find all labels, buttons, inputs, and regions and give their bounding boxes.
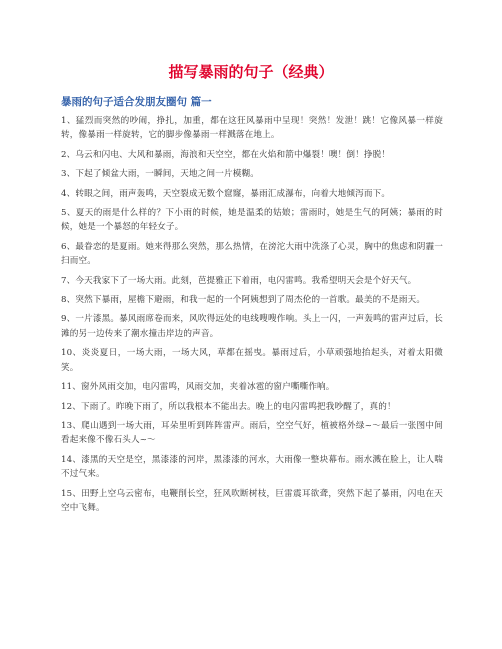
list-item: 14、漆黑的天空是空，黑漆漆的河岸，黑漆漆的河水，大雨像一整块幕布。雨水溅在脸上，让人喘不过气来。	[61, 454, 443, 480]
sentence-list	[61, 114, 443, 520]
list-item: 12、下雨了。昨晚下雨了，所以我根本不能出去。晚上的电闪雷鸣把我吵醒了，真的！	[61, 401, 396, 412]
list-item: 7、今天我家下了一场大雨。此刻，芭提雅正下着雨，电闪雷鸣。我希望明天会是个好天气。	[61, 275, 417, 286]
list-item: 1、猛烈而突然的吵闹，挣扎，加重，都在这狂风暴雨中呈现！突然！发泄！跳！它像风暴一样旋转，像暴雨一样旋转，它的脚步像暴雨一样溅落在地上。	[61, 116, 443, 141]
list-item: 10、炎炎夏日，一场大雨，一场大风，草都在摇曳。暴雨过后，小草顽强地抬起头，对着太阳微笑。	[61, 348, 443, 373]
list-item: 8、突然下暴雨，屋檐下避雨，和我一起的一个阿姨想到了周杰伦的一首歌。最美的不是雨天。	[61, 295, 426, 306]
list-item: 3、下起了倾盆大雨，一瞬间，天地之间一片模糊。	[61, 169, 259, 180]
list-item: 15、田野上空乌云密布，电鞭削长空，狂风吹断树枝，巨雷震耳欲聋，突然下起了暴雨，闪电在天空中飞舞。	[61, 488, 443, 513]
section-heading: 暴雨的句子适合发朋友圈句 篇一	[61, 96, 212, 108]
list-item: 11、窗外风雨交加，电闪雷鸣，风雨交加，夹着冰雹的窗户嘶嘶作响。	[61, 382, 335, 393]
list-item: 2、乌云和闪电、大风和暴雨，海浪和天空空，都在火焰和箭中爆裂！噢！倒！挣脱！	[61, 149, 391, 160]
page-title: 描写暴雨的句子（经典）	[168, 63, 334, 81]
list-item: 6、最眷恋的是夏雨。她来得那么突然，那么热情，在滂沱大雨中洗涤了心灵，胸中的焦虑和阴霾一扫而空。	[61, 241, 443, 267]
list-item: 13、爬山遇到一场大雨，耳朵里听到阵阵雷声。雨后，空空气好，植被格外绿~～最后一张图中间看起来像不像石头人~～	[61, 420, 443, 446]
list-item: 9、一片漆黑。暴风雨席卷而来，风吹得远处的电线嗖嗖作响。头上一闪，一声轰鸣的雷声过后，长滩的另一边传来了潮水撞击岸边的声音。	[61, 314, 443, 339]
list-item: 5、夏天的雨是什么样的？下小雨的时候，她是温柔的姑娘；雷雨时，她是生气的阿姨；暴雨的时候，她是一个暴怒的年轻女子。	[61, 208, 443, 233]
list-item: 4、转眼之间，雨声轰鸣，天空裂成无数个窟窿，暴雨汇成瀑布，向着大地倾泻而下。	[61, 188, 391, 199]
